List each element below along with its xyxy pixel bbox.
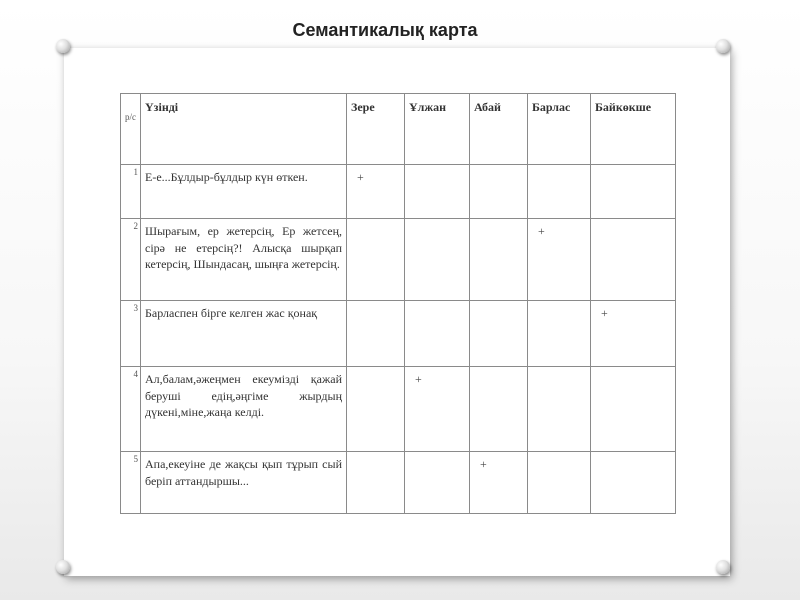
pushpin-icon [716, 560, 730, 574]
mark-cell: + [528, 219, 591, 301]
table-row [121, 452, 676, 514]
mark-cell [405, 219, 470, 301]
table-row [121, 165, 676, 219]
mark-cell [591, 367, 676, 452]
mark-cell [470, 367, 528, 452]
page-title: Семантикалық карта [292, 20, 478, 40]
row-number: 4 [121, 367, 141, 452]
mark-cell: + [591, 301, 676, 367]
mark-cell [591, 452, 676, 514]
mark-cell [347, 301, 405, 367]
table-row [121, 367, 676, 452]
row-number: 5 [121, 452, 141, 514]
mark-cell [405, 452, 470, 514]
mark-cell: + [347, 165, 405, 219]
header-barlas: Барлас [528, 94, 591, 165]
mark-cell [405, 165, 470, 219]
header-ulzhan: Ұлжан [405, 94, 470, 165]
mark-cell [591, 165, 676, 219]
semantic-map-table [120, 93, 676, 514]
header-baikokshe: Байкөкше [591, 94, 676, 165]
table-row [121, 219, 676, 301]
mark-cell [347, 452, 405, 514]
mark-cell [347, 367, 405, 452]
mark-cell [528, 367, 591, 452]
mark-cell [405, 301, 470, 367]
row-number: 1 [121, 165, 141, 219]
mark-cell [528, 452, 591, 514]
mark-cell [591, 219, 676, 301]
pushpin-icon [56, 39, 70, 53]
row-number: 3 [121, 301, 141, 367]
excerpt-text: Апа,екеуіне де жақсы қып тұрып сый беріп аттандыршы... [141, 452, 347, 514]
mark-cell [470, 219, 528, 301]
excerpt-text: Шырағым, ер жетерсің, Ер жетсең, сірә не етерсің?! Алысқа шырқап кетерсің, Шындасаң, шыңға жетерсің. [141, 219, 347, 301]
pushpin-icon [716, 39, 730, 53]
mark-cell [528, 301, 591, 367]
mark-cell: + [470, 452, 528, 514]
mark-cell [528, 165, 591, 219]
row-number: 2 [121, 219, 141, 301]
mark-cell [347, 219, 405, 301]
header-excerpt: Үзінді [141, 94, 347, 165]
header-zere: Зере [347, 94, 405, 165]
table-row [121, 301, 676, 367]
table-header-row [121, 94, 676, 165]
header-abai: Абай [470, 94, 528, 165]
pushpin-icon [56, 560, 70, 574]
excerpt-text: Ал,балам,әжеңмен екеумізді қажай беруші едің,әңгіме жырдың дүкені,міне,жаңа келді. [141, 367, 347, 452]
mark-cell [470, 165, 528, 219]
mark-cell [470, 301, 528, 367]
mark-cell: + [405, 367, 470, 452]
excerpt-text: Барласпен бірге келген жас қонақ [141, 301, 347, 367]
excerpt-text: Е-е...Бұлдыр-бұлдыр күн өткен. [141, 165, 347, 219]
header-number: р/с [121, 94, 141, 165]
